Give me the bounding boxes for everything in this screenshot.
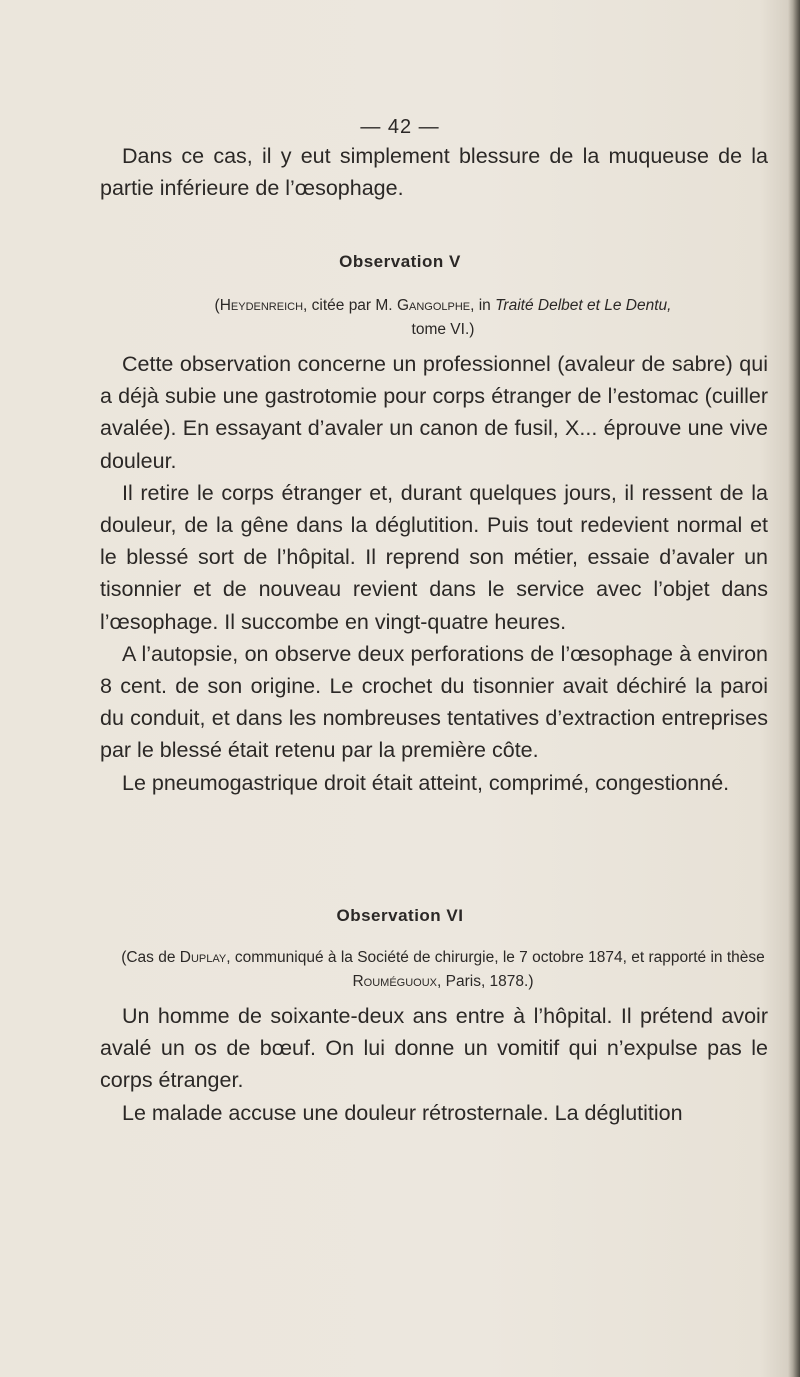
intro-paragraph: Dans ce cas, il y eut simplement blessure de la muqueuse de la partie inférieure de l’œsophage. xyxy=(100,144,768,201)
ref-author: Duplay xyxy=(179,949,227,966)
observation-vi-title: Observation VI xyxy=(336,906,464,925)
body-paragraph: Cette observation concerne un professionnel (avaleur de sabre) qui a déjà subie une gastrotomie pour corps étranger de l’estomac (cuiller avalée). En essayant d’avaler un canon de fusil, X... éprouve une vive douleur. xyxy=(100,352,768,473)
body-paragraph: Le pneumogastrique droit était atteint, comprimé, congestionné. xyxy=(122,770,730,795)
body-paragraph: Le malade accuse une douleur rétrosternale. La déglutition xyxy=(122,1100,683,1125)
ref-author: Gangolphe xyxy=(396,297,471,314)
body-paragraph: Il retire le corps étranger et, durant quelques jours, il ressent de la douleur, de la gêne dans la déglutition. Puis tout redevient normal et le blessé sort de l’hôpital. Il reprend son métier, essaie d’avaler un tisonnier et de nouveau revient dans le service avec l’objet dans l’œsophage. Il succombe en vingt-quatre heures. xyxy=(100,480,768,634)
observation-vi-reference: (Cas de Duplay, communiqué à la Société de chirurgie, le 7 octobre 1874, et rapporté in thèse Rouméguoux, Paris, 1878.) xyxy=(121,949,765,990)
ref-author: Heydenreich xyxy=(219,297,304,314)
page-edge-shadow xyxy=(788,0,800,1377)
observation-v-reference: (Heydenreich, citée par M. Gangolphe, in Traité Delbet et Le Dentu, tome VI.) xyxy=(214,297,672,338)
body-paragraph: Un homme de soixante-deux ans entre à l’hôpital. Il prétend avoir avalé un os de bœuf. On lui donne un vomitif qui n’expulse pas le corps étranger. xyxy=(100,1004,768,1093)
intro-text xyxy=(100,140,768,204)
observation-vi-body xyxy=(100,1000,768,1129)
page-number: — 42 — xyxy=(360,116,440,138)
observation-v-title: Observation V xyxy=(339,252,461,271)
ref-author: Rouméguoux xyxy=(352,973,438,990)
observation-v-body xyxy=(100,348,768,799)
ref-work-title: Traité Delbet et Le Dentu, xyxy=(495,297,672,314)
body-paragraph: A l’autopsie, on observe deux perforations de l’œsophage à environ 8 cent. de son origine. Le crochet du tisonnier avait déchiré la paroi du conduit, et dans les nombreuses tentatives d’extraction entreprises par le blessé était retenu par la première côte. xyxy=(100,641,768,763)
